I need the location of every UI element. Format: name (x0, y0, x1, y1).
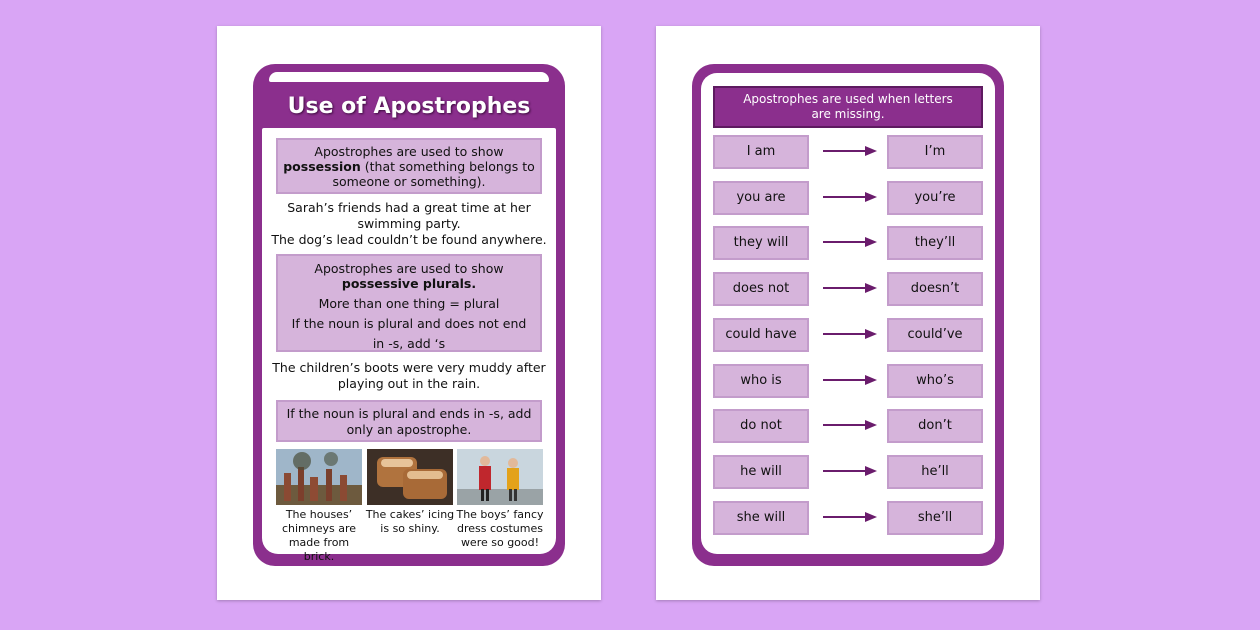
header-line: are missing. (811, 107, 885, 121)
card-title: Use of Apostrophes (287, 94, 531, 119)
full-form-label: I am (713, 135, 809, 169)
rule-line: in -s, add ‘s (372, 336, 446, 351)
caption-line: chimneys are (281, 522, 357, 535)
contraction-label: don’t (887, 409, 983, 443)
plural-s-rule-box (276, 400, 542, 442)
possession-rule-box (276, 138, 542, 194)
full-form-label: they will (713, 226, 809, 260)
contractions-header (713, 86, 983, 128)
contraction-row (713, 318, 983, 354)
example-line: The dog’s lead couldn’t be found anywhere. (271, 232, 547, 247)
rule-line: If the noun is plural and does not end (291, 316, 527, 331)
caption-line: dress costumes (457, 522, 543, 535)
caption-line: is so shiny. (380, 522, 440, 535)
arrow-right-icon (821, 461, 879, 481)
full-form-label: does not (713, 272, 809, 306)
contraction-label: could’ve (887, 318, 983, 352)
example-line: swimming party. (357, 216, 461, 231)
full-form-label: could have (713, 318, 809, 352)
contraction-row (713, 364, 983, 400)
arrow-right-icon (821, 278, 879, 298)
card-content (701, 73, 995, 554)
chimneys-caption (274, 508, 364, 564)
caption-line: The cakes’ icing (365, 508, 455, 521)
left-poster-sheet (217, 26, 601, 600)
arrow-right-icon (821, 141, 879, 161)
arrow-right-icon (821, 187, 879, 207)
rule-line: More than one thing = plural (318, 296, 500, 311)
chimneys-photo (276, 449, 362, 505)
contraction-label: I’m (887, 135, 983, 169)
card-content (262, 128, 556, 563)
keyword-possession: possession (283, 159, 361, 174)
costumes-photo (457, 449, 543, 505)
contractions-card (692, 64, 1004, 566)
contraction-row (713, 226, 983, 262)
example-line: The children’s boots were very muddy after (272, 360, 546, 375)
keyword-possessive-plurals: possessive plurals. (341, 276, 477, 291)
rule-line: only an apostrophe. (346, 422, 472, 437)
contraction-label: he’ll (887, 455, 983, 489)
cakes-caption (365, 508, 455, 536)
full-form-label: you are (713, 181, 809, 215)
contraction-row (713, 181, 983, 217)
arrow-right-icon (821, 324, 879, 344)
contraction-row (713, 272, 983, 308)
possession-card (253, 64, 565, 566)
contraction-row (713, 135, 983, 171)
rule-text: (that something belongs to (360, 159, 535, 174)
full-form-label: she will (713, 501, 809, 535)
arrow-right-icon (821, 370, 879, 390)
possession-examples (268, 200, 550, 248)
example-line: Sarah’s friends had a great time at her (287, 200, 531, 215)
right-poster-sheet (656, 26, 1040, 600)
rule-line: someone or something). (332, 174, 486, 189)
example-line: playing out in the rain. (337, 376, 481, 391)
rule-line: Apostrophes are used to show (314, 261, 504, 276)
header-line: Apostrophes are used when letters (743, 92, 953, 106)
contraction-row (713, 501, 983, 537)
card-top-strip (269, 72, 549, 82)
rule-line: Apostrophes are used to show (314, 144, 504, 159)
plural-examples (268, 360, 550, 392)
cakes-photo (367, 449, 453, 505)
possessive-plural-rule-box (276, 254, 542, 352)
arrow-right-icon (821, 507, 879, 527)
caption-line: were so good! (460, 536, 540, 549)
contraction-label: who’s (887, 364, 983, 398)
caption-line: The houses’ (285, 508, 353, 521)
full-form-label: do not (713, 409, 809, 443)
contraction-label: she’ll (887, 501, 983, 535)
contraction-row (713, 409, 983, 445)
contraction-label: you’re (887, 181, 983, 215)
caption-line: The boys’ fancy (456, 508, 544, 521)
caption-line: made from brick. (288, 536, 350, 563)
contraction-label: doesn’t (887, 272, 983, 306)
contraction-label: they’ll (887, 226, 983, 260)
contraction-row (713, 455, 983, 491)
full-form-label: he will (713, 455, 809, 489)
full-form-label: who is (713, 364, 809, 398)
arrow-right-icon (821, 415, 879, 435)
arrow-right-icon (821, 232, 879, 252)
costumes-caption (455, 508, 545, 550)
rule-line: If the noun is plural and ends in -s, add (286, 406, 532, 421)
rule-line (278, 159, 540, 174)
